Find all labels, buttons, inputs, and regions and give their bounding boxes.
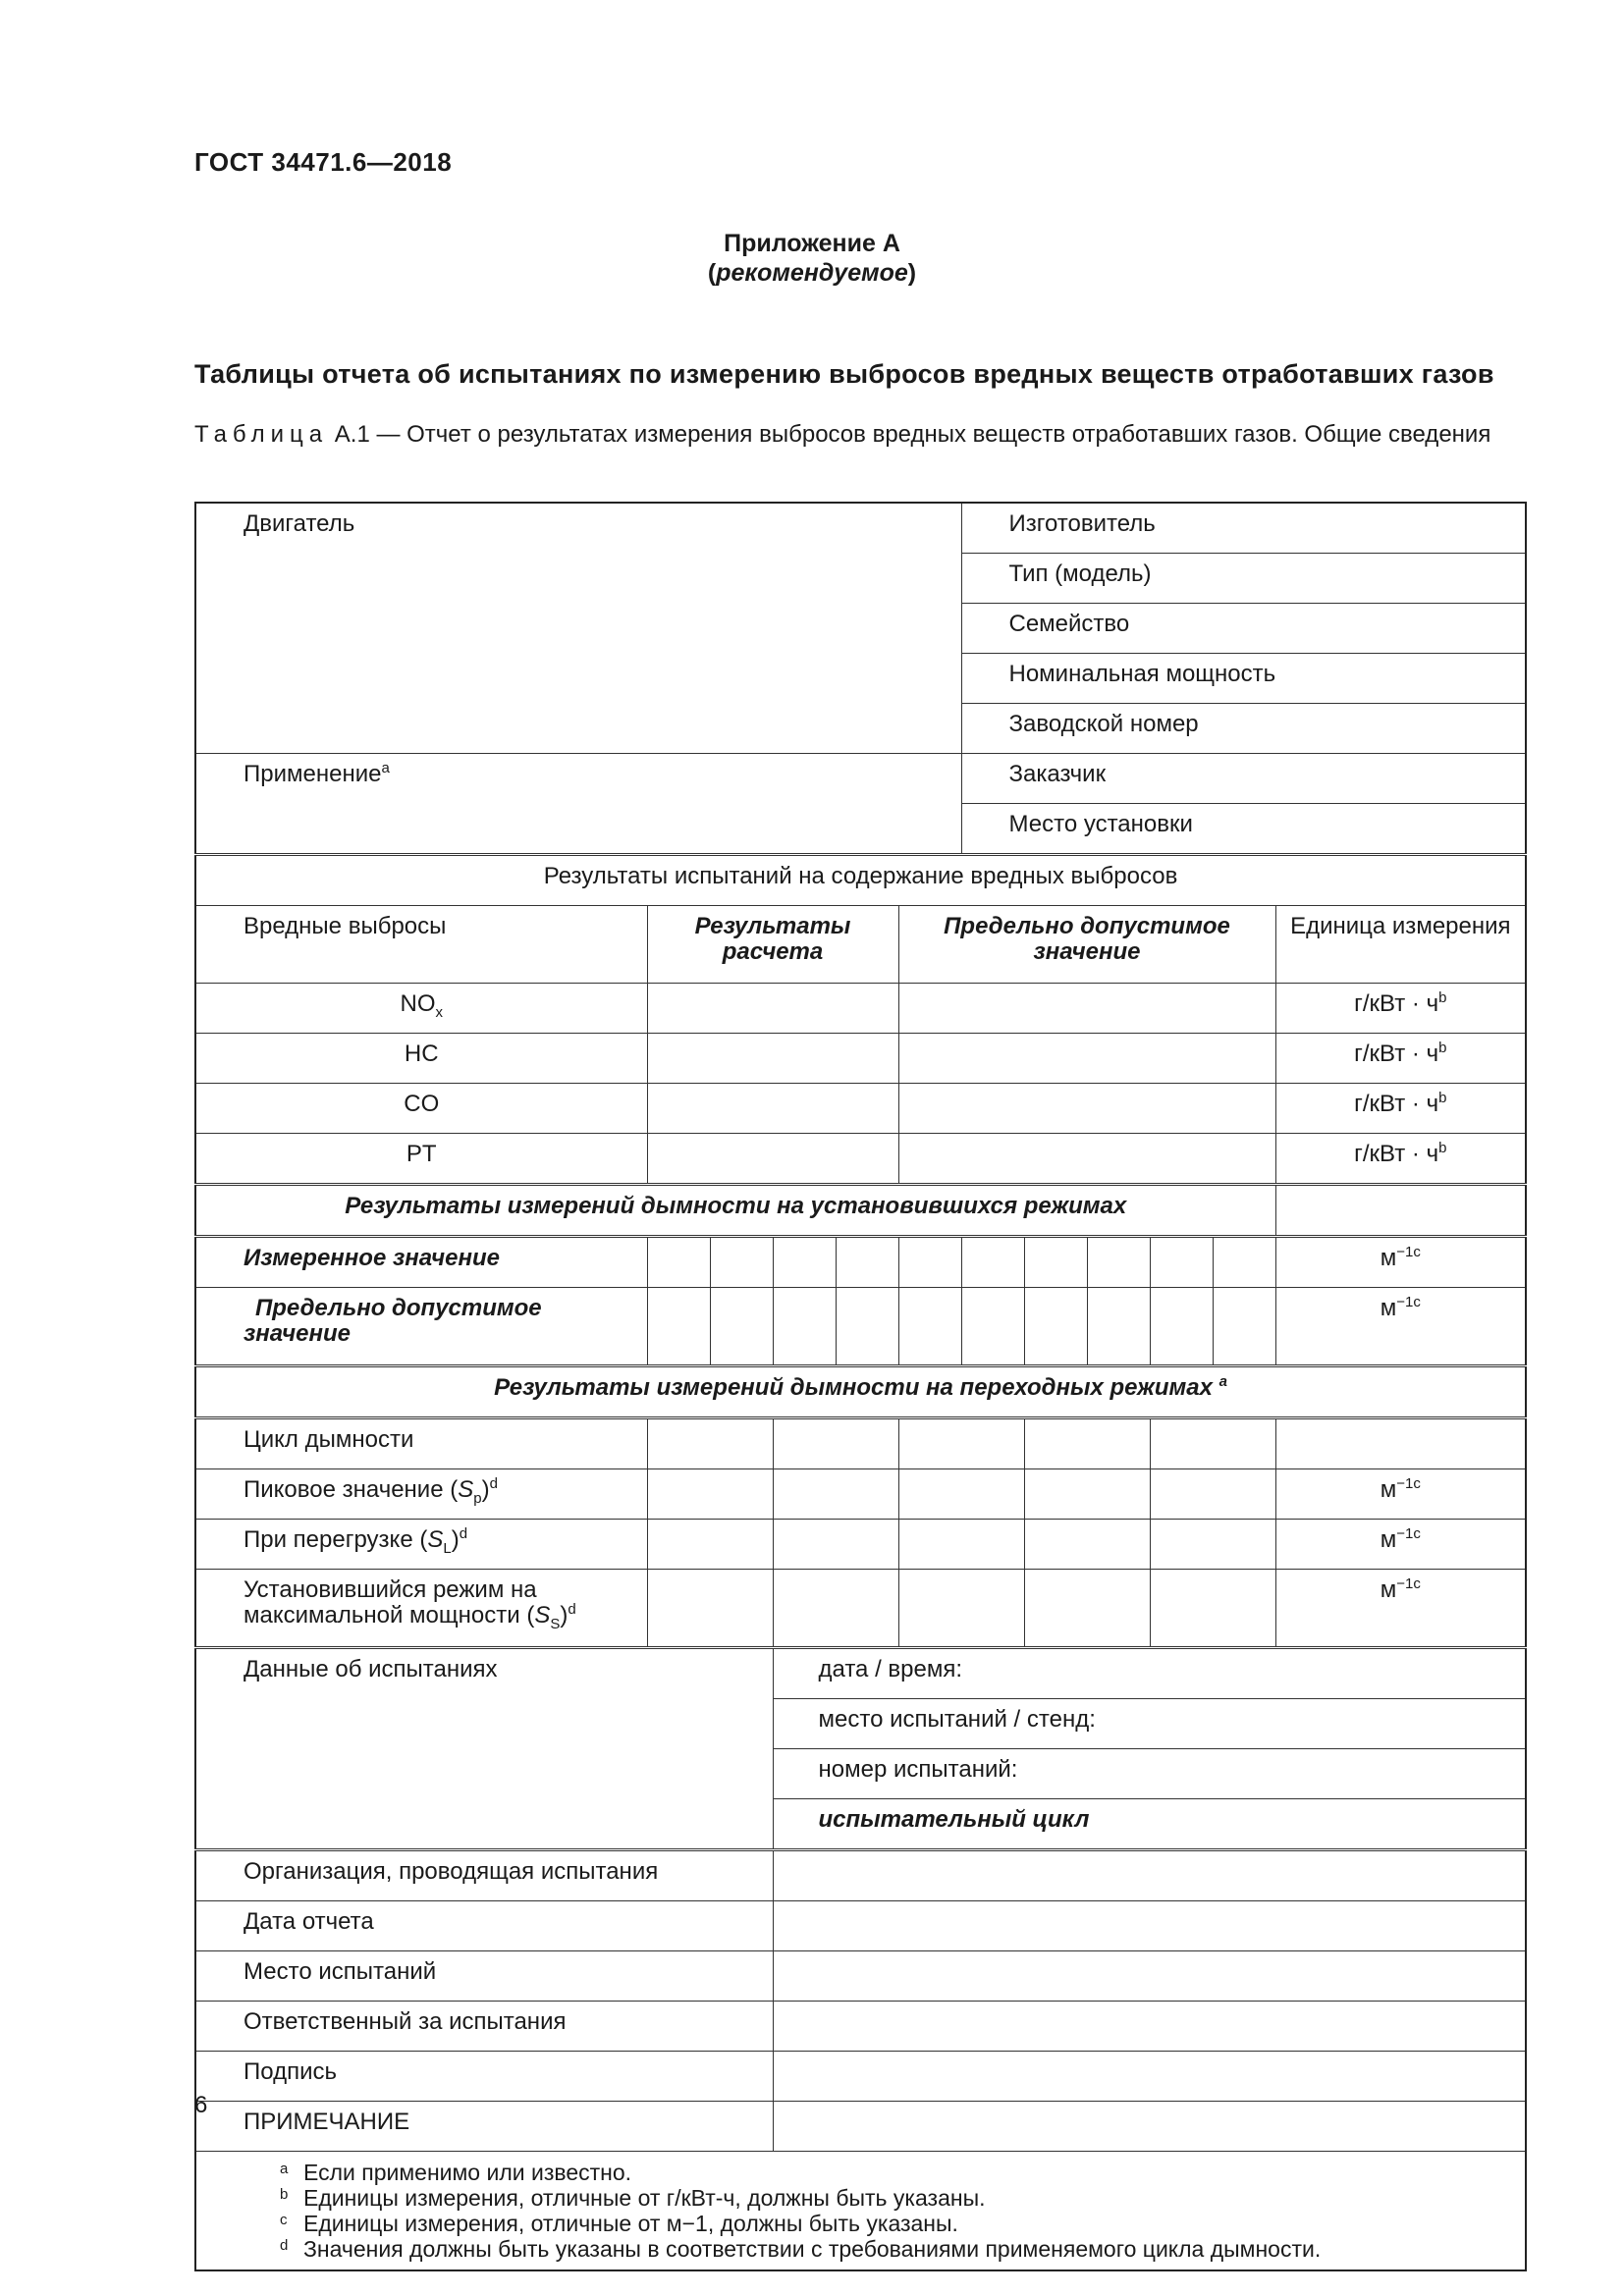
footnote <box>280 2185 1525 2211</box>
footnote-mark: b <box>1438 1140 1447 1156</box>
footnote-mark: b <box>1438 1090 1447 1106</box>
emission-substance <box>195 1034 647 1084</box>
info-label: Место испытаний <box>195 1951 773 2002</box>
unit-text: г/кВт · ч <box>1354 990 1439 1017</box>
engine-field: Номинальная мощность <box>961 654 1526 704</box>
cycle-value-cell[interactable] <box>1024 1570 1150 1648</box>
cycle-value-cell[interactable] <box>773 1520 898 1570</box>
emissions-col-limit: Предельно допустимое значение <box>898 906 1275 984</box>
mode-value-cell[interactable] <box>773 1237 836 1288</box>
symbol: S <box>458 1476 474 1503</box>
cycle-value-cell[interactable] <box>647 1570 773 1648</box>
mode-value-cell[interactable] <box>647 1288 710 1366</box>
unit-sup: −1c <box>1396 1244 1421 1260</box>
cycle-value-cell[interactable] <box>1024 1418 1150 1469</box>
mode-value-cell[interactable] <box>1024 1237 1087 1288</box>
unit-text: г/кВт · ч <box>1354 1041 1439 1067</box>
emissions-col-substance: Вредные выбросы <box>195 906 647 984</box>
transient-label-text: Установившийся режим на максимальной мощности ( <box>244 1576 537 1629</box>
info-row <box>195 2052 1526 2102</box>
emissions-row <box>195 1084 1526 1134</box>
info-label: ПРИМЕЧАНИЕ <box>195 2102 773 2152</box>
steady-smoke-label <box>195 1237 647 1288</box>
cycle-value-cell[interactable] <box>898 1418 1024 1469</box>
engine-field: Изготовитель <box>961 503 1526 554</box>
mode-value-cell[interactable] <box>1087 1237 1150 1288</box>
cycle-value-cell[interactable] <box>898 1469 1024 1520</box>
symbol: S <box>534 1602 551 1629</box>
unit-text: м <box>1380 1476 1397 1503</box>
mode-value-cell[interactable] <box>1213 1237 1275 1288</box>
cycle-value-cell[interactable] <box>773 1570 898 1648</box>
footnote-mark: d <box>568 1601 576 1618</box>
symbol-sub: S <box>550 1615 561 1632</box>
cycle-value-cell[interactable] <box>647 1469 773 1520</box>
emission-substance <box>195 1134 647 1185</box>
emissions-row <box>195 1034 1526 1084</box>
empty-cell <box>1275 1185 1526 1237</box>
steady-smoke-section-row <box>195 1185 1526 1237</box>
footnote-text: Единицы измерения, отличные от г/кВт-ч, должны быть указаны. <box>303 2185 986 2211</box>
smoke-unit <box>1275 1237 1526 1288</box>
application-field: Место установки <box>961 804 1526 855</box>
document-header: ГОСТ 34471.6—2018 <box>194 147 453 177</box>
cycle-value-cell[interactable] <box>647 1520 773 1570</box>
emission-name: NO <box>400 990 436 1017</box>
emission-sub: x <box>435 1003 443 1021</box>
info-row <box>195 2102 1526 2152</box>
cycle-value-cell[interactable] <box>1024 1520 1150 1570</box>
cycle-value-cell[interactable] <box>898 1520 1024 1570</box>
transient-smoke-label: Установившийся режим на максимальной мощности $(S_S)^d$ <box>195 1570 647 1648</box>
mode-value-cell[interactable] <box>647 1237 710 1288</box>
footnote-mark: d <box>280 2237 289 2254</box>
symbol-sub: p <box>473 1489 482 1507</box>
emission-name: CO <box>404 1091 440 1117</box>
footnote-mark: a <box>1218 1373 1227 1390</box>
mode-value-cell[interactable] <box>710 1237 773 1288</box>
test-data-row <box>195 1648 1526 1699</box>
footnote-text: Если применимо или известно. <box>303 2160 632 2185</box>
report-table <box>194 502 1527 2271</box>
test-data-field: номер испытаний: <box>773 1749 1526 1799</box>
symbol-sub: L <box>443 1539 452 1557</box>
limit-value-cell[interactable] <box>898 984 1275 1034</box>
footnote-mark: a <box>381 760 390 776</box>
info-label: Дата отчета <box>195 1901 773 1951</box>
mode-value-cell[interactable] <box>836 1288 898 1366</box>
footnote-text: Значения должны быть указаны в соответствии с требованиями применяемого цикла дымности. <box>303 2236 1322 2262</box>
calc-value-cell[interactable] <box>647 1084 898 1134</box>
info-value-cell[interactable] <box>773 2102 1526 2152</box>
transient-smoke-label <box>195 1418 647 1469</box>
calc-value-cell[interactable] <box>647 1134 898 1185</box>
transient-smoke-row <box>195 1469 1526 1520</box>
cycle-value-cell[interactable] <box>1150 1570 1275 1648</box>
limit-value-cell[interactable] <box>898 1084 1275 1134</box>
smoke-unit <box>1275 1520 1526 1570</box>
footnote-mark: b <box>280 2186 289 2203</box>
footnote-text: Единицы измерения, отличные от м−1, должны быть указаны. <box>303 2211 958 2236</box>
mode-value-cell[interactable] <box>1024 1288 1087 1366</box>
unit-text: м <box>1380 1576 1397 1603</box>
footnote-mark: d <box>459 1525 468 1542</box>
limit-value-cell[interactable] <box>898 1134 1275 1185</box>
mode-value-cell[interactable] <box>898 1237 961 1288</box>
cycle-value-cell[interactable] <box>773 1469 898 1520</box>
footnote <box>280 2211 1525 2236</box>
emission-unit <box>1275 1034 1526 1084</box>
info-label: Подпись <box>195 2052 773 2102</box>
cycle-value-cell[interactable] <box>647 1418 773 1469</box>
engine-field: Заводской номер <box>961 704 1526 754</box>
footnotes <box>195 2152 1526 2271</box>
steady-smoke-label-text: Измеренное значение <box>244 1245 500 1271</box>
appendix-status-text: рекомендуемое <box>716 259 908 287</box>
table-caption <box>194 420 1520 450</box>
info-value-cell[interactable] <box>773 1850 1526 1901</box>
mode-value-cell[interactable] <box>961 1288 1024 1366</box>
info-row <box>195 1901 1526 1951</box>
transient-label-text: При перегрузке ( <box>244 1526 428 1553</box>
steady-smoke-title: Результаты измерений дымности на установившихся режимах <box>195 1185 1275 1237</box>
emissions-col-unit: Единица измерения <box>1275 906 1526 984</box>
cycle-value-cell[interactable] <box>898 1570 1024 1648</box>
test-data-field: место испытаний / стенд: <box>773 1699 1526 1749</box>
steady-smoke-label <box>195 1288 647 1366</box>
footnote-mark: d <box>489 1475 498 1492</box>
cycle-value-cell[interactable] <box>1150 1418 1275 1469</box>
mode-value-cell[interactable] <box>1150 1237 1213 1288</box>
mode-value-cell[interactable] <box>773 1288 836 1366</box>
cycle-value-cell[interactable] <box>1150 1469 1275 1520</box>
footnote <box>280 2236 1525 2262</box>
emissions-header-row <box>195 906 1526 984</box>
unit-text: м <box>1380 1526 1397 1553</box>
emission-unit <box>1275 1084 1526 1134</box>
application-label-text: Применение <box>244 761 382 787</box>
footnote-mark: b <box>1438 989 1447 1006</box>
engine-row <box>195 503 1526 554</box>
emission-unit <box>1275 984 1526 1034</box>
info-row <box>195 2002 1526 2052</box>
engine-field: Семейство <box>961 604 1526 654</box>
test-data-field: дата / время: <box>773 1648 1526 1699</box>
unit-sup: −1c <box>1396 1475 1421 1492</box>
appendix-title: Приложение А <box>724 230 900 257</box>
cycle-value-cell[interactable] <box>773 1418 898 1469</box>
info-label: Организация, проводящая испытания <box>195 1850 773 1901</box>
smoke-unit <box>1275 1288 1526 1366</box>
transient-smoke-row <box>195 1418 1526 1469</box>
transient-smoke-row <box>195 1520 1526 1570</box>
transient-smoke-label: При перегрузке $(S_L)^d$ <box>195 1520 647 1570</box>
page-number: 6 <box>194 2092 208 2118</box>
mode-value-cell[interactable] <box>1150 1288 1213 1366</box>
smoke-unit <box>1275 1469 1526 1520</box>
unit-text: м <box>1380 1295 1397 1321</box>
calc-value-cell[interactable] <box>647 984 898 1034</box>
info-value-cell[interactable] <box>773 1951 1526 2002</box>
mode-value-cell[interactable] <box>710 1288 773 1366</box>
info-row <box>195 1951 1526 2002</box>
emission-name: PT <box>406 1141 437 1167</box>
mode-value-cell[interactable] <box>836 1237 898 1288</box>
unit-text: г/кВт · ч <box>1354 1141 1439 1167</box>
mode-value-cell[interactable] <box>1213 1288 1275 1366</box>
info-label: Ответственный за испытания <box>195 2002 773 2052</box>
footnotes-row <box>195 2152 1526 2271</box>
application-label <box>195 754 961 855</box>
transient-label-text: Пиковое значение ( <box>244 1476 459 1503</box>
transient-label-text: Цикл дымности <box>244 1426 414 1453</box>
test-data-field: испытательный цикл <box>773 1799 1526 1850</box>
emission-name: HC <box>404 1041 439 1067</box>
limit-value-cell[interactable] <box>898 1034 1275 1084</box>
footnote <box>280 2160 1525 2185</box>
info-value-cell[interactable] <box>773 2002 1526 2052</box>
appendix-status: (рекомендуемое) <box>707 259 917 287</box>
emission-substance <box>195 984 647 1034</box>
mode-value-cell[interactable] <box>898 1288 961 1366</box>
emission-substance <box>195 1084 647 1134</box>
table-caption-label: Таблица <box>194 421 329 448</box>
transient-smoke-section-row <box>195 1366 1526 1418</box>
mode-value-cell[interactable] <box>1087 1288 1150 1366</box>
steady-smoke-row <box>195 1288 1526 1366</box>
engine-label: Двигатель <box>195 503 961 754</box>
info-row <box>195 1850 1526 1901</box>
unit-text: м <box>1380 1245 1397 1271</box>
transient-smoke-title <box>195 1366 1526 1418</box>
unit-sup: −1c <box>1396 1525 1421 1542</box>
steady-smoke-row <box>195 1237 1526 1288</box>
engine-field: Тип (модель) <box>961 554 1526 604</box>
emissions-row <box>195 984 1526 1034</box>
footnote-mark: b <box>1438 1040 1447 1056</box>
table-caption-text: А.1 — Отчет о результатах измерения выбросов вредных веществ отработавших газов. Общие сведения <box>334 421 1491 448</box>
section-title: Таблицы отчета об испытаниях по измерению выбросов вредных веществ отработавших газов <box>194 359 1494 389</box>
test-data-label: Данные об испытаниях <box>195 1648 773 1850</box>
symbol: S <box>427 1526 444 1553</box>
unit-sup: −1c <box>1396 1294 1421 1310</box>
calc-value-cell[interactable] <box>647 1034 898 1084</box>
unit-text: г/кВт · ч <box>1354 1091 1439 1117</box>
emissions-row <box>195 1134 1526 1185</box>
emissions-section-row <box>195 855 1526 906</box>
application-row <box>195 754 1526 804</box>
transient-smoke-label: Пиковое значение $(S_p)^d$ <box>195 1469 647 1520</box>
cycle-value-cell[interactable] <box>1024 1469 1150 1520</box>
smoke-unit <box>1275 1570 1526 1648</box>
mode-value-cell[interactable] <box>961 1237 1024 1288</box>
transient-smoke-row <box>195 1570 1526 1648</box>
cycle-value-cell[interactable] <box>1150 1520 1275 1570</box>
unit-sup: −1c <box>1396 1575 1421 1592</box>
emissions-section-title: Результаты испытаний на содержание вредных выбросов <box>195 855 1526 906</box>
transient-smoke-title-text: Результаты измерений дымности на переходных режимах <box>494 1374 1213 1401</box>
application-field: Заказчик <box>961 754 1526 804</box>
info-value-cell[interactable] <box>773 1901 1526 1951</box>
info-value-cell[interactable] <box>773 2052 1526 2102</box>
steady-smoke-label-text: Предельно допустимое значение <box>244 1295 542 1347</box>
smoke-unit <box>1275 1418 1526 1469</box>
footnote-mark: c <box>280 2212 288 2228</box>
emission-unit <box>1275 1134 1526 1185</box>
footnote-mark: a <box>280 2161 289 2177</box>
emissions-col-calc: Результаты расчета <box>647 906 898 984</box>
